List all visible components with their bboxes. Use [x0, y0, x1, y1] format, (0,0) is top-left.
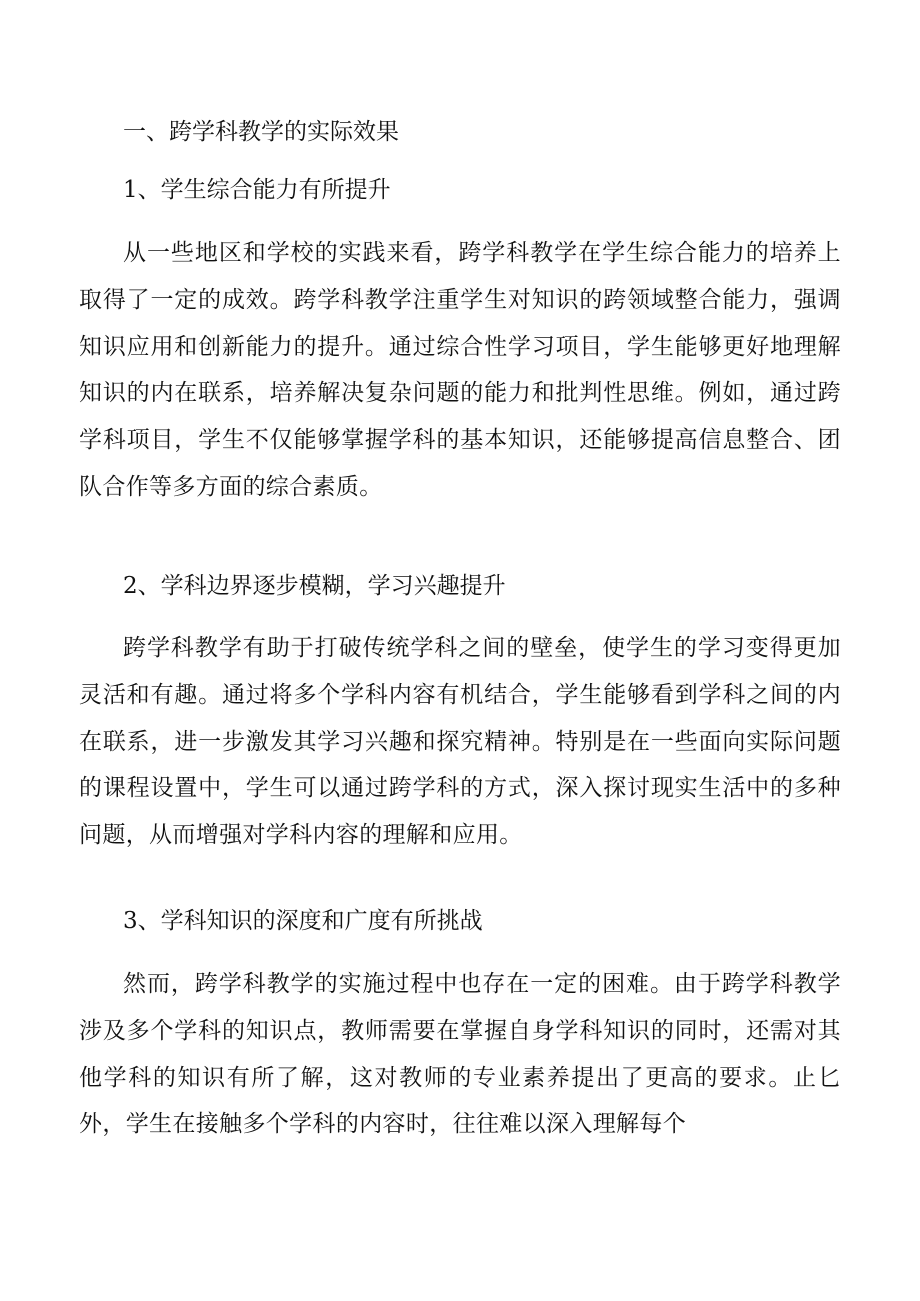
item-3-paragraph: 然而，跨学科教学的实施过程中也存在一定的困难。由于跨学科教学涉及多个学科的知识点，教师需要在掌握自身学科知识的同时，还需对其他学科的知识有所了解，这对教师的专业素养提出了更高的要求。止匕外，学生在接触多个学科的内容时，往往难以深入理解每个 [79, 971, 841, 1138]
item-1-paragraph: 从一些地区和学校的实践来看，跨学科教学在学生综合能力的培养上取得了一定的成效。跨学科教学注重学生对知识的跨领域整合能力，强调知识应用和创新能力的提升。通过综合性学习项目，学生能够更好地理解知识的内在联系，培养解决复杂问题的能力和批判性思维。例如，通过跨学科项目，学生不仅能够掌握学科的基本知识，还能够提高信息整合、团队合作等多方面的综合素质。 [79, 240, 841, 500]
item-2-paragraph: 跨学科教学有助于打破传统学科之间的壁垒，使学生的学习变得更加灵活和有趣。通过将多个学科内容有机结合，学生能够看到学科之间的内在联系，进一步激发其学习兴趣和探究精神。特别是在一些面向实际问题的课程设置中，学生可以通过跨学科的方式，深入探讨现实生活中的多种问题，从而增强对学科内容的理解和应用。 [79, 635, 841, 849]
item-2-heading: 2、学科边界逐步模糊，学习兴趣提升 [123, 573, 506, 599]
item-1-heading: 1、学生综合能力有所提升 [123, 177, 391, 203]
item-3-heading: 3、学科知识的深度和广度有所挑战 [123, 908, 483, 934]
section-title: 一、跨学科教学的实际效果 [123, 119, 399, 145]
